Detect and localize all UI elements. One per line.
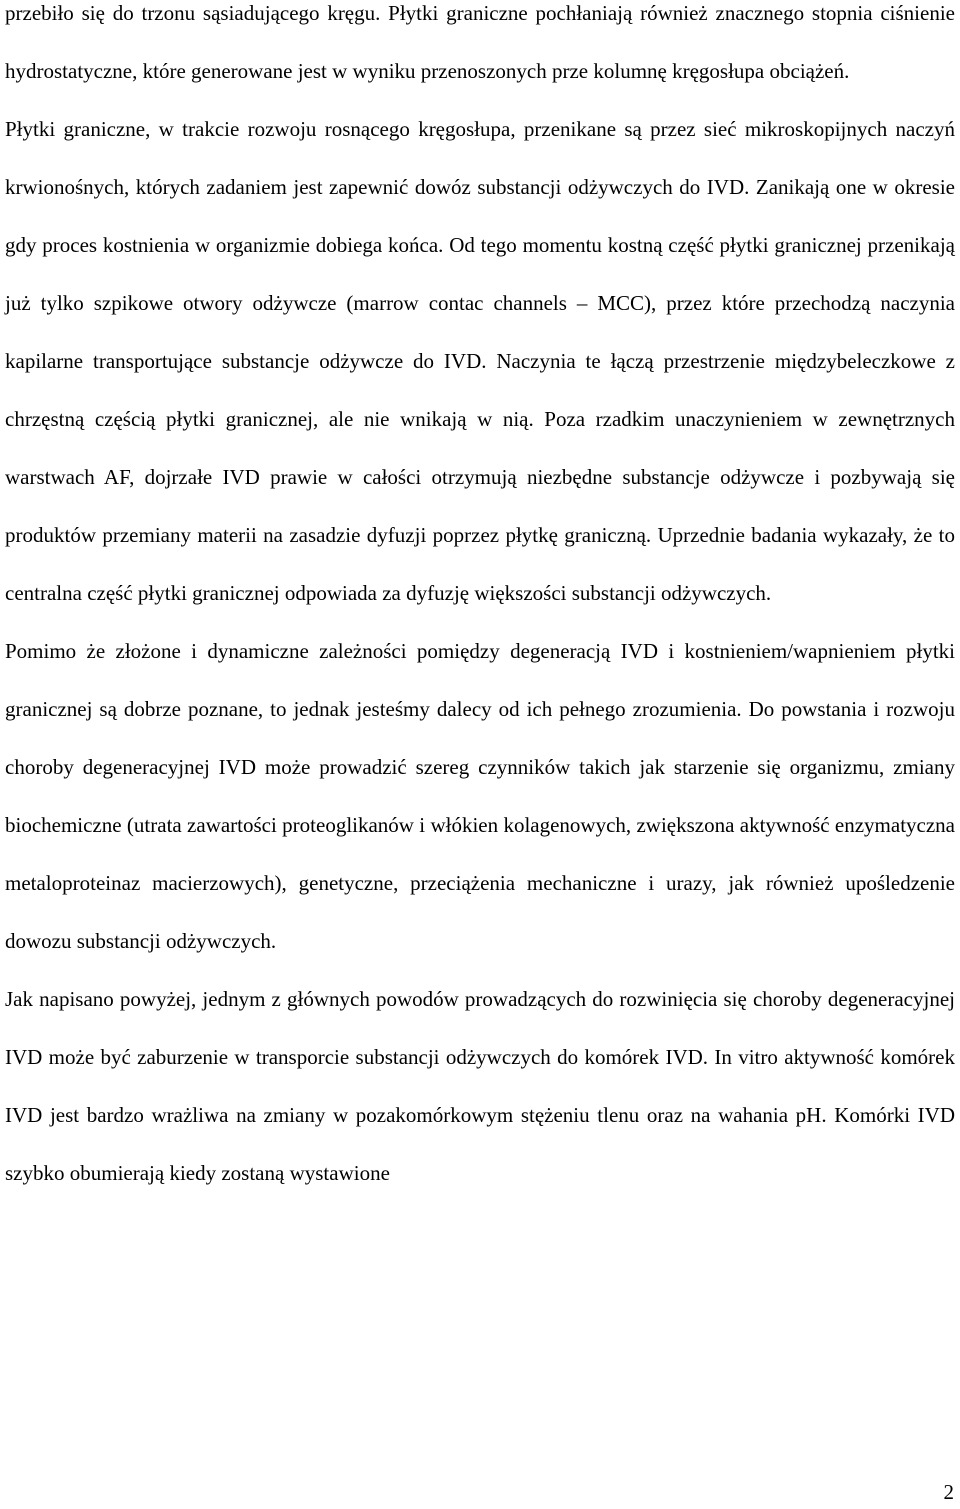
paragraph-nutrient-transport: Jak napisano powyżej, jednym z głównych powodów prowadzących do rozwinięcia się choroby degeneracyjnej IVD może być zaburzenie w transporcie substancji odżywczych do komórek IVD. In vitro aktywność komórek IVD jest bardzo wrażliwa na zmiany w pozakomórkowym stężeniu tlenu oraz na wahania pH. Komórki IVD szybko obumierają kiedy zostaną wystawione bbox=[5, 987, 955, 1185]
page-number: 2 bbox=[943, 1480, 954, 1504]
document-page bbox=[5, 0, 955, 1202]
paragraph-continuation: przebiło się do trzonu sąsiadującego kręgu. Płytki graniczne pochłaniają również znacznego stopnia ciśnienie hydrostatyczne, które generowane jest w wyniku przenoszonych prze kolumnę kręgosłupa obciążeń. bbox=[5, 1, 955, 83]
paragraph-endplate-vascularization: Płytki graniczne, w trakcie rozwoju rosnącego kręgosłupa, przenikane są przez sieć mikroskopijnych naczyń krwionośnych, których zadaniem jest zapewnić dowóz substancji odżywczych do IVD. Zanikają one w okresie gdy proces kostnienia w organizmie dobiega końca. Od tego momentu kostną część płytki granicznej przenikają już tylko szpikowe otwory odżywcze (marrow contac channels – MCC), przez które przechodzą naczynia kapilarne transportujące substancje odżywcze do IVD. Naczynia te łączą przestrzenie międzybeleczkowe z chrzęstną częścią płytki granicznej, ale nie wnikają w nią. Poza rzadkim unaczynieniem w zewnętrznych warstwach AF, dojrzałe IVD prawie w całości otrzymują niezbędne substancje odżywcze i pozbywają się produktów przemiany materii na zasadzie dyfuzji poprzez płytkę graniczną. Uprzednie badania wykazały, że to centralna część płytki granicznej odpowiada za dyfuzję większości substancji odżywczych. bbox=[5, 117, 955, 605]
paragraph-degeneration-factors: Pomimo że złożone i dynamiczne zależności pomiędzy degeneracją IVD i kostnieniem/wapnieniem płytki granicznej są dobrze poznane, to jednak jesteśmy dalecy od ich pełnego zrozumienia. Do powstania i rozwoju choroby degeneracyjnej IVD może prowadzić szereg czynników takich jak starzenie się organizmu, zmiany biochemiczne (utrata zawartości proteoglikanów i włókien kolagenowych, zwiększona aktywność enzymatyczna metaloproteinaz macierzowych), genetyczne, przeciążenia mechaniczne i urazy, jak również upośledzenie dowozu substancji odżywczych. bbox=[5, 639, 955, 953]
